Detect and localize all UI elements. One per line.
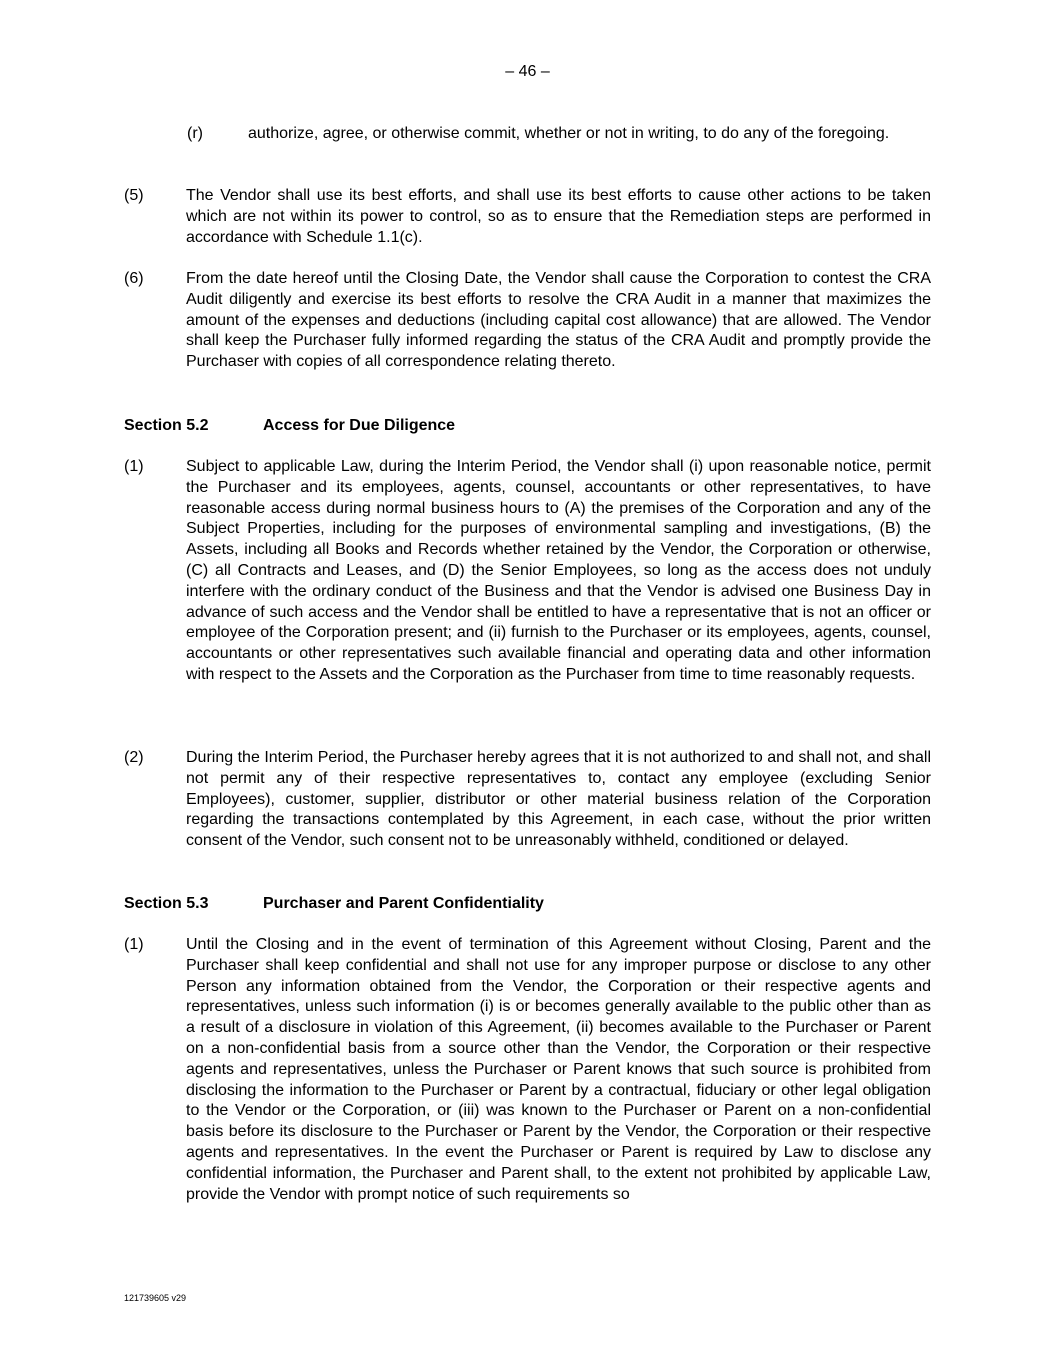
section-title: Purchaser and Parent Confidentiality [263,895,544,912]
paragraph-number: (5) [124,187,144,204]
section-number: Section 5.2 [124,417,209,434]
paragraph-number: (6) [124,270,144,287]
paragraph-text: From the date hereof until the Closing Date, the Vendor shall cause the Corporation to contest the CRA Audit diligently and exercise its best efforts to resolve the CRA Audit in a manner that maximizes the amount of the expenses and deductions (including capital cost allowance) that are allowed. The Vendor shall keep the Purchaser fully informed regarding the status of the CRA Audit and promptly provide the Purchaser with copies of all correspondence relating thereto. [186,270,931,371]
paragraph-number: (1) [124,458,144,475]
page-number: – 46 – [505,63,550,80]
paragraph-text: During the Interim Period, the Purchaser hereby agrees that it is not authorized to and shall not, and shall not permit any of their respective representatives to, contact any employee (excluding Senior Employees), customer, supplier, distributor or other material business relation of the Corporation regarding the transactions contemplated by this Agreement, in each case, without the prior written consent of the Vendor, such consent not to be unreasonably withheld, conditioned or delayed. [186,749,931,850]
paragraph-number: (1) [124,936,144,953]
section-title: Access for Due Diligence [263,417,456,434]
paragraph-text: The Vendor shall use its best efforts, and shall use its best efforts to cause other actions to be taken which are not within its power to control, so as to ensure that the Remediation steps are performed in accordance with Schedule 1.1(c). [186,187,931,246]
item-label: (r) [187,125,203,142]
item-text: authorize, agree, or otherwise commit, whether or not in writing, to do any of the foregoing. [248,125,890,142]
section-number: Section 5.3 [124,895,209,912]
paragraph-text: Subject to applicable Law, during the Interim Period, the Vendor shall (i) upon reasonable notice, permit the Purchaser and its employees, agents, counsel, accountants or other representatives, to have reasonable access during normal business hours to (A) the premises of the Corporation and any of the Subject Properties, including for the purposes of environmental sampling and investigations, (B) the Assets, including all Books and Records whether retained by the Vendor, the Corporation or otherwise, (C) all Contracts and Leases, and (D) the Senior Employees, so long as the access does not unduly interfere with the ordinary conduct of the Business and that the Vendor is advised one Business Day in advance of such access and the Vendor shall be entitled to have a representative that is not an officer or employee of the Corporation present; and (ii) furnish to the Purchaser or its employees, agents, counsel, accountants or other representatives such available financial and operating data and other information with respect to the Assets and the Corporation as the Purchaser from time to time reasonably requests. [186,458,931,683]
document-id: 121739605 v29 [124,1293,187,1303]
paragraph-number: (2) [124,749,144,766]
paragraph-text: Until the Closing and in the event of termination of this Agreement without Closing, Parent and the Purchaser shall keep confidential and shall not use for any improper purpose or disclose to any other Person any information obtained from the Vendor, the Corporation or their respective agents and representatives, unless such information (i) is or becomes generally available to the public other than as a result of a disclosure in violation of this Agreement, (ii) becomes available to the Purchaser or Parent on a non-confidential basis from a source other than the Vendor, the Corporation or their respective agents and representatives, unless the Purchaser or Parent knows that such source is prohibited from disclosing the information to the Purchaser or Parent by a contractual, fiduciary or other legal obligation to the Vendor or the Corporation, or (iii) was known to the Purchaser or Parent on a non-confidential basis before its disclosure to the Purchaser or Parent by the Vendor, the Corporation or their respective agents and representatives. In the event the Purchaser or Parent is required by Law to disclose any confidential information, the Purchaser and Parent shall, to the extent not prohibited by applicable Law, provide the Vendor with prompt notice of such requirements so [186,936,931,1203]
